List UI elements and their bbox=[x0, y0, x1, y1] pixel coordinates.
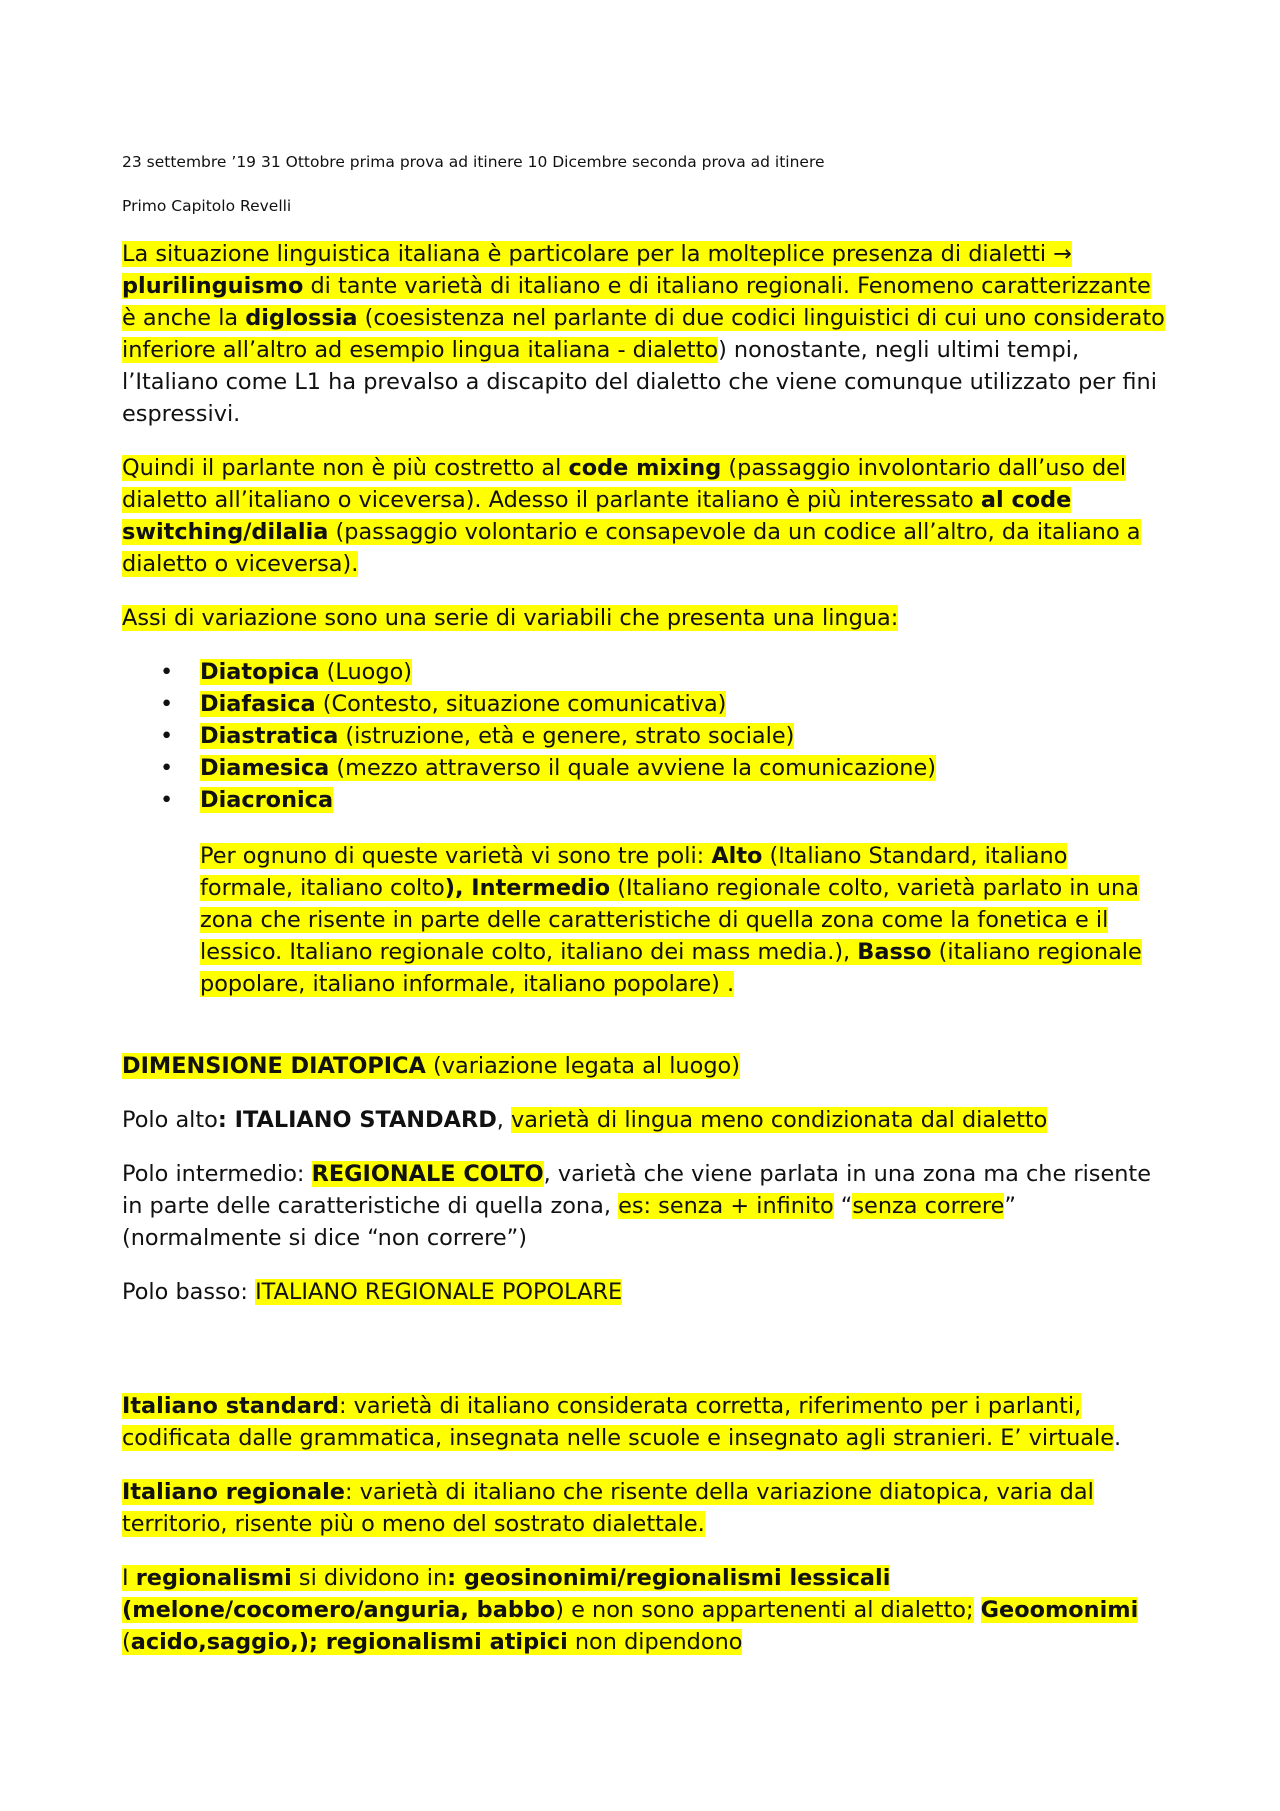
polo-intermedio bbox=[122, 1158, 1167, 1254]
intro-text-c: di tante varietà di italiano e di italiano regionali. Fenomeno caratterizzante è anche la bbox=[122, 273, 1151, 331]
list-item bbox=[122, 752, 1167, 784]
poli-text-c: (Italiano Standard, italiano formale, italiano colto bbox=[200, 843, 1068, 901]
intro-text-a: La situazione linguistica italiana è particolare per la molteplice presenza di dialetti → bbox=[122, 241, 1073, 267]
def-regionale-text: : varietà di italiano che risente della variazione diatopica, varia dal territorio, risente più o meno del sostrato dialettale. bbox=[122, 1479, 1094, 1537]
axis-desc: (istruzione, età e genere, strato sociale) bbox=[338, 723, 795, 749]
intro-text-f: ) bbox=[718, 337, 727, 363]
term-geoomonimi: Geoomonimi bbox=[980, 1597, 1139, 1623]
code-paragraph bbox=[122, 452, 1167, 580]
list-item bbox=[122, 656, 1167, 688]
intro-text-e: (coesistenza nel parlante di due codici linguistici di cui uno considerato inferiore all’altro ad esempio lingua italiana - dialetto bbox=[122, 305, 1165, 363]
diatopica-title: DIMENSIONE DIATOPICA bbox=[122, 1053, 426, 1079]
poli-paragraph bbox=[200, 840, 1167, 1000]
spacer bbox=[122, 1330, 1167, 1390]
polo-alto-label: Polo alto bbox=[122, 1107, 218, 1133]
code-text-c: (passaggio involontario dall’uso del dialetto all’italiano o viceversa). Adesso il parlante italiano è più interessato bbox=[122, 455, 1127, 513]
term-regionalismi-atipici: acido,saggio,); regionalismi atipici bbox=[130, 1629, 568, 1655]
axis-name: Diacronica bbox=[200, 787, 334, 813]
term-italiano-regionale: Italiano regionale bbox=[122, 1479, 345, 1505]
poli-text-a: Per ognuno di queste varietà vi sono tre poli: bbox=[200, 843, 712, 869]
term-plurilinguismo: plurilinguismo bbox=[122, 273, 304, 299]
polo-intermedio-value: REGIONALE COLTO bbox=[311, 1161, 544, 1187]
axes-list bbox=[122, 656, 1167, 816]
rgl-text-c: si dividono in bbox=[291, 1565, 448, 1591]
bullet-icon: • bbox=[160, 691, 174, 717]
axis-desc: (Luogo) bbox=[319, 659, 413, 685]
rgl-text-a: I bbox=[122, 1565, 136, 1591]
spacer bbox=[122, 1022, 1167, 1050]
axis-name: Diatopica bbox=[200, 659, 320, 685]
term-italiano-standard: Italiano standard bbox=[122, 1393, 340, 1419]
dates-line: 23 settembre ’19 31 Ottobre prima prova ad itinere 10 Dicembre seconda prova ad itinere bbox=[122, 153, 825, 171]
axis-name: Diastratica bbox=[200, 723, 339, 749]
document-page bbox=[122, 150, 1167, 1680]
def-standard-end: . bbox=[1114, 1425, 1122, 1451]
def-italiano-regionale bbox=[122, 1476, 1167, 1540]
list-item bbox=[122, 720, 1167, 752]
polo-basso bbox=[122, 1276, 1167, 1308]
rgl-text-g: ( bbox=[122, 1629, 131, 1655]
def-standard-text: : varietà di italiano considerata corretta, riferimento per i parlanti, codificata dalle grammatica, insegnata nelle scuole e insegnato agli stranieri. E’ virtuale bbox=[122, 1393, 1115, 1451]
polo-basso-value: ITALIANO REGIONALE POPOLARE bbox=[255, 1279, 623, 1305]
list-item bbox=[122, 688, 1167, 720]
polo-intermedio-quote-open: “ bbox=[833, 1193, 853, 1219]
bullet-icon: • bbox=[160, 787, 174, 813]
term-alto: Alto bbox=[711, 843, 763, 869]
term-geosinonimi: : geosinonimi/regionalismi lessicali (melone/cocomero/anguria, babbo bbox=[122, 1565, 891, 1623]
assi-intro-text: Assi di variazione sono una serie di variabili che presenta una lingua: bbox=[122, 605, 899, 631]
polo-basso-label: Polo basso: bbox=[122, 1279, 256, 1305]
assi-intro bbox=[122, 602, 1167, 634]
axis-desc: (mezzo attraverso il quale avviene la comunicazione) bbox=[329, 755, 936, 781]
polo-intermedio-quote: senza correre bbox=[852, 1193, 1005, 1219]
def-regionalismi bbox=[122, 1562, 1167, 1658]
polo-intermedio-example: es: senza + infinito bbox=[618, 1193, 834, 1219]
poli-text-e: (Italiano regionale colto, varietà parlato in una zona che risente in parte delle caratteristiche di quella zona come la fonetica e il lessico. Italiano regionale colto, italiano dei mass media.), bbox=[200, 875, 1139, 965]
rgl-text-e: ) e non sono appartenenti al dialetto; bbox=[555, 1597, 974, 1623]
rgl-text-i: non dipendono bbox=[567, 1629, 743, 1655]
bullet-icon: • bbox=[160, 723, 174, 749]
intro-paragraph bbox=[122, 238, 1167, 430]
axis-desc: (Contesto, situazione comunicativa) bbox=[315, 691, 727, 717]
term-basso: Basso bbox=[857, 939, 932, 965]
intro-text-g: nonostante, negli ultimi tempi, l’Italiano come L1 ha prevalso a discapito del dialetto che viene comunque utilizzato per fini espressivi. bbox=[122, 337, 1157, 427]
polo-intermedio-note: ” (normalmente si dice “non correre”) bbox=[122, 1193, 1017, 1251]
chapter-title: Primo Capitolo Revelli bbox=[122, 197, 292, 215]
term-intermedio: ), Intermedio bbox=[444, 875, 611, 901]
term-code-switching: al code switching/dilalia bbox=[122, 487, 1072, 545]
axis-name: Diafasica bbox=[200, 691, 316, 717]
bullet-icon: • bbox=[160, 755, 174, 781]
code-text-a: Quindi il parlante non è più costretto al bbox=[122, 455, 569, 481]
code-text-e: (passaggio volontario e consapevole da un codice all’altro, da italiano a dialetto o viceversa). bbox=[122, 519, 1141, 577]
term-diglossia: diglossia bbox=[245, 305, 358, 331]
polo-intermedio-label: Polo intermedio: bbox=[122, 1161, 312, 1187]
term-code-mixing: code mixing bbox=[568, 455, 722, 481]
diatopica-heading bbox=[122, 1050, 1167, 1082]
diatopica-title-desc: (variazione legata al luogo) bbox=[425, 1053, 740, 1079]
polo-alto-value: : ITALIANO STANDARD bbox=[217, 1107, 497, 1133]
polo-intermedio-desc: , varietà che viene parlata in una zona ma che risente in parte delle caratteristiche di quella zona, bbox=[122, 1161, 1151, 1219]
def-italiano-standard bbox=[122, 1390, 1167, 1454]
poli-text-g: (italiano regionale popolare, italiano informale, italiano popolare) . bbox=[200, 939, 1142, 997]
axis-name: Diamesica bbox=[200, 755, 330, 781]
term-regionalismi: regionalismi bbox=[135, 1565, 292, 1591]
polo-alto-desc: varietà di lingua meno condizionata dal dialetto bbox=[511, 1107, 1048, 1133]
list-item bbox=[122, 784, 1167, 816]
polo-alto bbox=[122, 1104, 1167, 1136]
bullet-icon: • bbox=[160, 659, 174, 685]
polo-alto-sep: , bbox=[496, 1107, 512, 1133]
